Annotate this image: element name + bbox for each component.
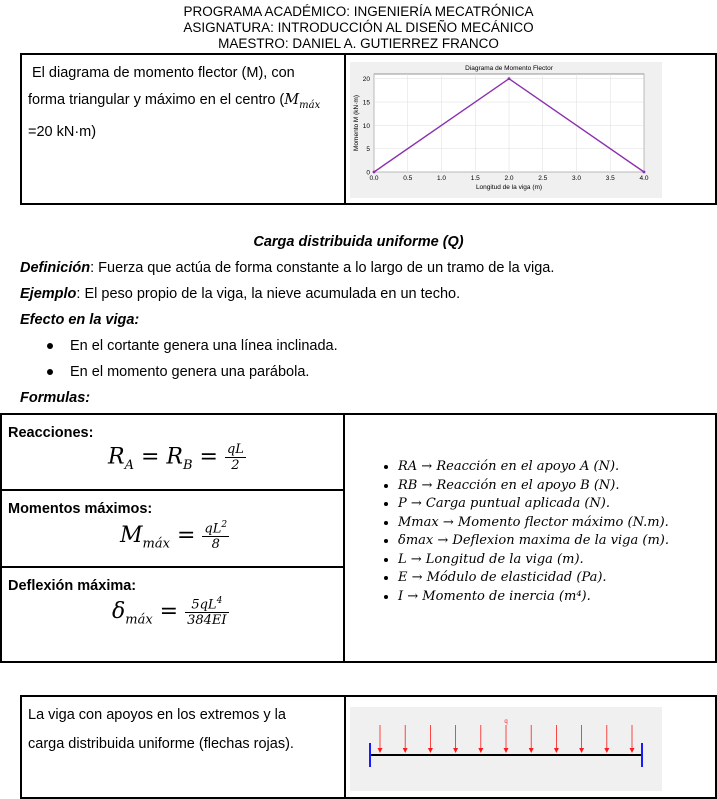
chart-y-tick: 5 [366,146,370,154]
formulas-row-divider [0,489,344,491]
legend-symbol: δmax → [398,533,453,548]
chart-x-tick: 2.5 [538,175,548,182]
chart-x-tick: 1.5 [470,175,480,182]
legend-description: Momento de inercia (m⁴). [422,588,591,604]
effect-label: Efecto en la viga: [20,312,140,328]
legend-item [398,570,669,586]
legend-item [398,478,669,494]
legend-item [398,459,669,475]
moment-symbol-sub: máx [299,99,321,111]
chart-point [373,171,376,174]
effect-bullet-1: En el cortante genera una línea inclinada. [70,338,338,354]
legend-description: Módulo de elasticidad (Pa). [426,570,607,585]
legend-symbol: RB → [398,477,437,493]
legend-item [398,589,669,605]
chart-x-tick: 0.5 [403,175,413,182]
max-moment-formula: $M_{máx}$ = $\frac{qL^2}{8}$ [120,520,228,553]
moments-label: Momentos máximos: [8,501,153,517]
bullet-dot [47,369,53,375]
header-teacher: MAESTRO: DANIEL A. GUTIERREZ FRANCO [218,36,499,51]
distributed-title: Carga distribuida uniforme (Q) [253,234,464,250]
legend-symbol: E → [398,570,427,585]
definition-line [20,258,554,278]
chart-x-tick: 1.0 [436,175,447,182]
moment-table-divider [344,53,346,205]
beam-table-divider [344,695,346,799]
header-subject: ASIGNATURA: INTRODUCCIÓN AL DISEÑO MECÁNICO [183,20,534,35]
moment-text-2 [28,90,320,116]
moment-text-1: El diagrama de momento flector (M), con [32,65,295,81]
formulas-row-divider [0,566,344,568]
legend-symbol: I → [398,588,423,604]
moment-text-3: =20 kN·m) [28,124,97,140]
header-program: PROGRAMA ACADÉMICO: INGENIERÍA MECATRÓNICA [183,4,534,19]
legend-description: Carga puntual aplicada (N). [425,496,611,511]
legend-symbol: P → [398,496,426,511]
chart-ylabel: Momento M (kN·m) [353,95,360,151]
chart-point [508,77,511,80]
variables-legend [378,459,669,607]
formulas-table-divider [343,413,345,663]
chart-x-tick: 0.0 [369,175,379,182]
legend-item [398,496,669,512]
chart-x-tick: 2.0 [504,175,514,182]
moment-symbol: M [284,92,300,108]
reactions-label: Reacciones: [8,425,94,441]
effect-bullet-2: En el momento genera una parábola. [70,364,310,380]
deflection-label: Deflexión máxima: [8,578,137,594]
chart-x-tick: 4.0 [639,175,649,182]
legend-item [398,552,669,568]
example-text: : El peso propio de la viga, la nieve acumulada en un techo. [76,286,461,302]
example-line [20,284,460,304]
chart-y-tick: 20 [362,76,370,84]
chart-x-tick: 3.0 [571,175,582,182]
chart-x-tick: 3.5 [605,175,615,182]
definition-label: Definición [20,260,91,276]
legend-description: Momento flector máximo (N.m). [457,514,669,530]
legend-description: Reacción en el apoyo A (N). [436,459,620,474]
legend-description: Deflexion maxima de la viga (m). [452,533,669,548]
chart-point [643,171,646,174]
bullet-dot [47,343,53,349]
legend-symbol: L → [398,551,426,567]
legend-item [398,533,669,549]
load-label: q [504,719,508,725]
legend-description: Reacción en el apoyo B (N). [436,477,620,493]
legend-symbol: RA → [398,459,437,474]
chart-xlabel: Longitud de la viga (m) [475,184,543,191]
chart-y-tick: 10 [362,122,370,130]
reactions-formula: $R_A = R_B$ = $\frac{qL}{2}$ [108,442,244,473]
legend-description: Longitud de la viga (m). [425,551,584,567]
legend-item [398,515,669,531]
moment-diagram-chart [350,62,662,198]
deflection-formula: $\delta_{máx}$ = $\frac{5qL^4}{384EI}$ [112,596,227,629]
definition-text: : Fuerza que actúa de forma constante a lo largo de un tramo de la viga. [90,260,555,276]
moment-text-2-prefix: forma triangular y máximo en el centro ( [28,92,285,108]
chart-title: Diagrama de Momento Flector [465,65,553,72]
legend-symbol: Mmax → [398,514,458,530]
chart-y-tick: 0 [366,169,370,177]
example-label: Ejemplo [20,286,77,302]
chart-y-tick: 15 [362,99,370,107]
formulas-label: Formulas: [20,390,91,406]
beam-text-2: carga distribuida uniforme (flechas rojas). [28,736,294,752]
beam-diagram [350,707,662,791]
beam-text-1: La viga con apoyos en los extremos y la [28,707,286,723]
